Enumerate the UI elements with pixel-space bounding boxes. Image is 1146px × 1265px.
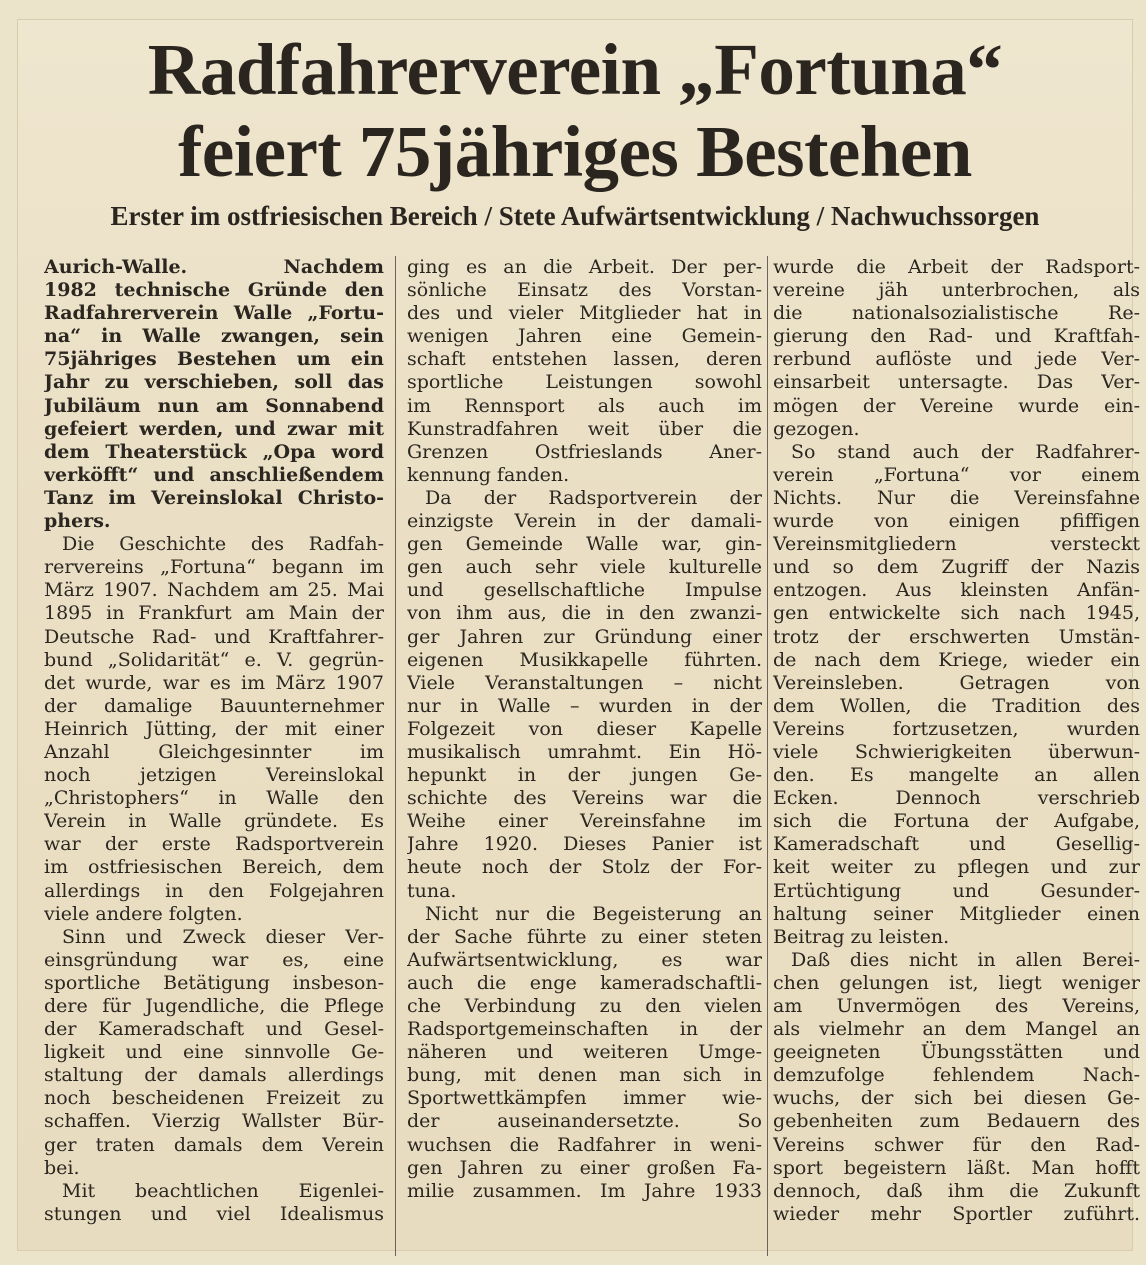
text-line: die nationalsozialistische Re-: [773, 302, 1140, 325]
text-line: Aurich-Walle. Nachdem: [44, 256, 384, 278]
article-column-2: [407, 256, 762, 1203]
text-line: gen entwickelte sich nach 1945,: [773, 602, 1140, 625]
text-line: dem Theaterstück „Opa word: [44, 440, 384, 463]
text-line: eigenen Musikkapelle führten.: [407, 648, 762, 671]
text-line: Beitrag zu leisten.: [773, 925, 950, 948]
text-line: gen Gemeinde Walle war, gin-: [407, 533, 762, 556]
text-line: allerdings in den Folgejahren: [44, 879, 384, 902]
text-line: Sportwettkämpfen immer wie-: [407, 1087, 762, 1110]
text-line: geeigneten Übungsstätten und: [773, 1041, 1140, 1064]
text-line: ger Jahren zur Gründung einer: [407, 625, 762, 648]
text-line: verköfft“ und anschließendem: [44, 463, 384, 486]
text-line: als vielmehr an dem Mangel an: [773, 1018, 1140, 1041]
text-line: näheren und weiteren Umge-: [407, 1041, 762, 1064]
text-line: staltung der damals allerdings: [44, 1064, 384, 1087]
text-line: den. Es mangelte an allen: [773, 764, 1140, 787]
text-line: sich die Fortuna der Aufgabe,: [773, 810, 1140, 833]
headline-line-1: Radfahrerverein „Fortuna“: [147, 29, 1003, 110]
subheadline: Erster im ostfriesischen Bereich / Stete Aufwärtsentwicklung / Nachwuchssorgen: [110, 201, 1040, 231]
text-line: gebenheiten zum Bedauern des: [773, 1110, 1140, 1133]
text-line: der Kameradschaft und Gesel-: [44, 1018, 384, 1041]
text-line: sport begeistern läßt. Man hofft: [773, 1156, 1140, 1179]
text-line: der damalige Bauunternehmer: [44, 694, 384, 717]
text-line: des und vieler Mitglieder hat in: [407, 302, 762, 325]
text-line: det wurde, war es im März 1907: [44, 671, 384, 694]
text-line: bung, mit denen man sich in: [407, 1064, 762, 1087]
text-line: So stand auch der Radfahrer-: [791, 440, 1140, 463]
text-line: wurde die Arbeit der Radsport-: [773, 256, 1140, 278]
text-line: musikalisch umrahmt. Ein Hö-: [407, 740, 762, 763]
text-line: Nichts. Nur die Vereinsfahne: [773, 486, 1140, 509]
text-line: trotz der erschwerten Umstän-: [773, 625, 1140, 648]
text-line: Vereins schwer für den Rad-: [773, 1133, 1140, 1156]
text-line: Vereinsleben. Getragen von: [773, 671, 1140, 694]
text-line: Radsportgemeinschaften in der: [407, 1018, 762, 1041]
text-line: auch die enge kameradschaftli-: [407, 971, 762, 994]
text-line: heute noch der Stolz der For-: [407, 856, 762, 879]
text-line: 75jähriges Bestehen um ein: [44, 348, 384, 371]
text-line: ging es an die Arbeit. Der per-: [407, 256, 762, 278]
text-line: bei.: [44, 1156, 80, 1179]
text-line: Jahre 1920. Dieses Panier ist: [407, 833, 762, 856]
text-line: demzufolge fehlendem Nach-: [773, 1064, 1140, 1087]
text-line: Vereins fortzusetzen, wurden: [773, 717, 1140, 740]
text-line: Folgezeit von dieser Kapelle: [407, 717, 762, 740]
text-line: Jubiläum nun am Sonnabend: [44, 394, 384, 417]
text-line: hepunkt in der jungen Ge-: [407, 764, 762, 787]
text-line: „Christophers“ in Walle den: [44, 787, 384, 810]
text-line: bund „Solidarität“ e. V. gegrün-: [44, 648, 384, 671]
text-line: im ostfriesischen Bereich, dem: [44, 856, 384, 879]
text-line: Heinrich Jütting, der mit einer: [44, 717, 384, 740]
text-line: entzogen. Aus kleinsten Anfän-: [773, 579, 1140, 602]
text-line: Da der Radsportverein der: [425, 486, 762, 509]
text-line: Anzahl Gleichgesinnter im: [44, 740, 384, 763]
newspaper-clipping: [18, 20, 1140, 1250]
text-line: verein „Fortuna“ vor einem: [773, 463, 1140, 486]
text-line: wuchs, der sich bei diesen Ge-: [773, 1087, 1140, 1110]
text-line: tuna.: [407, 879, 457, 902]
text-line: Kunstradfahren weit über die: [407, 417, 762, 440]
text-line: gezogen.: [773, 417, 860, 440]
text-line: noch bescheidenen Freizeit zu: [44, 1087, 384, 1110]
text-line: mögen der Vereine wurde ein-: [773, 394, 1140, 417]
text-line: sportliche Leistungen sowohl: [407, 371, 762, 394]
text-line: schaft entstehen lassen, deren: [407, 348, 762, 371]
text-line: Radfahrerverein Walle „Fortu-: [44, 302, 384, 325]
text-line: wieder mehr Sportler zuführt.: [773, 1202, 1140, 1225]
text-line: der auseinandersetzte. So: [407, 1110, 762, 1133]
column-divider: [767, 256, 768, 1256]
text-line: Nicht nur die Begeisterung an: [425, 902, 762, 925]
text-line: am Unvermögen des Vereins,: [773, 995, 1140, 1017]
text-line: Grenzen Ostfrieslands Aner-: [407, 440, 762, 463]
text-line: keit weiter zu pflegen und zur: [773, 856, 1140, 879]
text-line: 1895 in Frankfurt am Main der: [44, 602, 384, 625]
text-line: ligkeit und eine sinnvolle Ge-: [44, 1041, 384, 1064]
text-line: gefeiert werden, und zwar mit: [44, 417, 384, 440]
text-line: kennung fanden.: [407, 463, 570, 486]
text-line: wuchsen die Radfahrer in weni-: [407, 1133, 762, 1156]
text-line: Viele Veranstaltungen – nicht: [407, 671, 762, 694]
text-line: chen gelungen ist, liegt weniger: [773, 971, 1140, 994]
text-line: schichte des Vereins war die: [407, 787, 762, 810]
headline-line-2: feiert 75jähriges Bestehen: [178, 111, 972, 192]
article-column-1: [44, 256, 384, 1226]
text-line: che Verbindung zu den vielen: [407, 995, 762, 1017]
text-line: Sinn und Zweck dieser Ver-: [62, 925, 384, 948]
text-line: Weihe einer Vereinsfahne im: [407, 810, 762, 833]
text-line: viele andere folgten.: [44, 902, 243, 925]
text-line: März 1907. Nachdem am 25. Mai: [44, 579, 384, 602]
text-line: der Sache führte zu einer steten: [407, 925, 762, 948]
text-line: Verein in Walle gründete. Es: [44, 810, 384, 833]
text-line: Kameradschaft und Gesellig-: [773, 833, 1140, 856]
text-line: de nach dem Kriege, wieder ein: [773, 648, 1140, 671]
column-divider: [395, 256, 396, 1256]
text-line: phers.: [44, 510, 111, 533]
text-line: noch jetzigen Vereinslokal: [44, 764, 384, 787]
text-line: Aufwärtsentwicklung, es war: [407, 948, 762, 971]
text-line: haltung seiner Mitglieder einen: [773, 902, 1140, 925]
text-line: na“ in Walle zwangen, sein: [44, 325, 384, 348]
text-line: rervereins „Fortuna“ begann im: [44, 556, 384, 579]
text-line: stungen und viel Idealismus: [44, 1202, 384, 1225]
text-line: von ihm aus, die in den zwanzi-: [407, 602, 762, 625]
text-line: gen auch sehr viele kulturelle: [407, 556, 762, 579]
text-line: Vereinsmitgliedern versteckt: [773, 533, 1140, 556]
text-line: rerbund auflöste und jede Ver-: [773, 348, 1140, 371]
text-line: sportliche Betätigung insbeson-: [44, 971, 384, 994]
article-column-3: [773, 256, 1140, 1226]
text-line: einsarbeit untersagte. Das Ver-: [773, 371, 1140, 394]
text-line: viele Schwierigkeiten überwun-: [773, 740, 1140, 763]
text-line: dere für Jugendliche, die Pflege: [44, 995, 384, 1017]
text-line: Jahr zu verschieben, soll das: [44, 371, 384, 394]
text-line: im Rennsport als auch im: [407, 394, 762, 417]
text-line: und so dem Zugriff der Nazis: [773, 556, 1140, 579]
text-line: schaffen. Vierzig Wallster Bür-: [44, 1110, 384, 1133]
text-line: einzigste Verein in der damali-: [407, 510, 762, 533]
text-line: milie zusammen. Im Jahre 1933: [407, 1179, 762, 1202]
text-line: sönliche Einsatz des Vorstan-: [407, 279, 762, 302]
text-line: war der erste Radsportverein: [44, 833, 384, 856]
text-line: Deutsche Rad- und Kraftfahrer-: [44, 625, 384, 648]
text-line: 1982 technische Gründe den: [44, 279, 384, 302]
text-line: Mit beachtlichen Eigenlei-: [62, 1179, 384, 1202]
text-line: gen Jahren zu einer großen Fa-: [407, 1156, 762, 1179]
text-line: ger traten damals dem Verein: [44, 1133, 384, 1156]
text-line: Tanz im Vereinslokal Christo-: [44, 486, 384, 509]
text-line: Ertüchtigung und Gesunder-: [773, 879, 1140, 902]
text-line: gierung den Rad- und Kraftfah-: [773, 325, 1140, 348]
text-line: dennoch, daß ihm die Zukunft: [773, 1179, 1140, 1202]
text-line: und gesellschaftliche Impulse: [407, 579, 762, 602]
text-line: wurde von einigen pfiffigen: [773, 510, 1140, 533]
text-line: nur in Walle – wurden in der: [407, 694, 762, 717]
text-line: Die Geschichte des Radfah-: [62, 533, 384, 556]
text-line: wenigen Jahren eine Gemein-: [407, 325, 762, 348]
text-line: dem Wollen, die Tradition des: [773, 694, 1140, 717]
text-line: einsgründung war es, eine: [44, 948, 384, 971]
text-line: Ecken. Dennoch verschrieb: [773, 787, 1140, 810]
text-line: vereine jäh unterbrochen, als: [773, 279, 1140, 302]
text-line: Daß dies nicht in allen Berei-: [791, 948, 1140, 971]
